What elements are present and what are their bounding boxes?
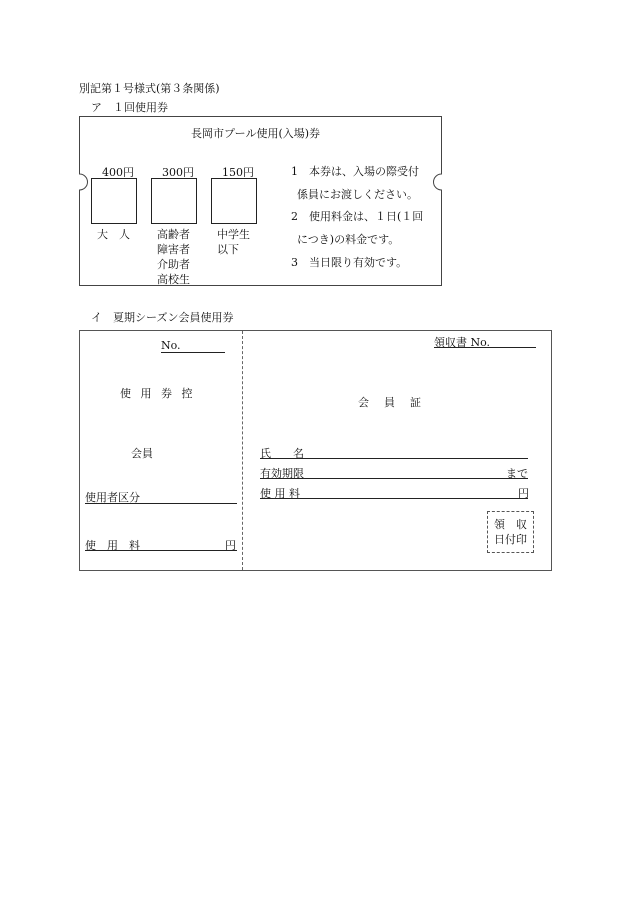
stub-user-category-line <box>85 503 237 504</box>
fee-box-adult <box>91 178 137 224</box>
fee-label: 使 用 料 <box>260 487 300 500</box>
fee-unit: 円 <box>518 487 529 500</box>
single-use-ticket <box>79 116 442 286</box>
fee-box-child <box>211 178 257 224</box>
receipt-no-label: 領収書 No. <box>434 336 491 349</box>
stub-no-line <box>161 352 225 353</box>
note-3: 3 当日限り有効です。 <box>291 256 408 269</box>
stub-fee-label: 使 用 料 <box>85 539 140 552</box>
fee-price-senior: 300円 <box>162 166 194 179</box>
stub-member-label: 会員 <box>131 447 153 460</box>
stub-fee-unit: 円 <box>225 539 236 552</box>
ticket-a-title: 長岡市プール使用(入場)券 <box>191 127 321 140</box>
stub-fee-line <box>85 550 237 551</box>
category-adult: 大 人 <box>97 228 130 241</box>
section-b-label: イ 夏期シーズン会員使用券 <box>91 311 234 324</box>
form-title: 別記第１号様式(第３条関係) <box>79 82 220 95</box>
section-a-label: ア １回使用券 <box>91 101 168 114</box>
expiry-line <box>260 478 528 479</box>
fee-price-adult: 400円 <box>102 166 134 179</box>
expiry-label: 有効期限 <box>260 467 304 480</box>
fee-box-senior <box>151 178 197 224</box>
note-2: 2 使用料金は、１日(１回 につき)の料金です。 <box>291 210 424 246</box>
season-member-ticket <box>79 330 552 571</box>
fee-line <box>260 498 528 499</box>
category-senior: 高齢者 障害者 介助者 高校生 <box>157 228 190 286</box>
expiry-suffix: まで <box>506 467 528 480</box>
category-child: 中学生 以下 <box>217 228 250 256</box>
name-line <box>260 458 528 459</box>
fee-price-child: 150円 <box>222 166 254 179</box>
note-1: 1 本券は、入場の際受付 係員にお渡しください。 <box>291 165 419 201</box>
stub-title: 使 用 券 控 <box>120 387 196 400</box>
name-label: 氏 名 <box>260 447 304 460</box>
receipt-no-line <box>434 347 536 348</box>
stub-no-label: No. <box>161 339 181 352</box>
perforation-line <box>242 331 243 570</box>
member-card-title: 会 員 証 <box>358 396 423 409</box>
receipt-date-stamp-box: 領 収 日付印 <box>487 511 534 553</box>
stub-user-category-label: 使用者区分 <box>85 491 140 504</box>
